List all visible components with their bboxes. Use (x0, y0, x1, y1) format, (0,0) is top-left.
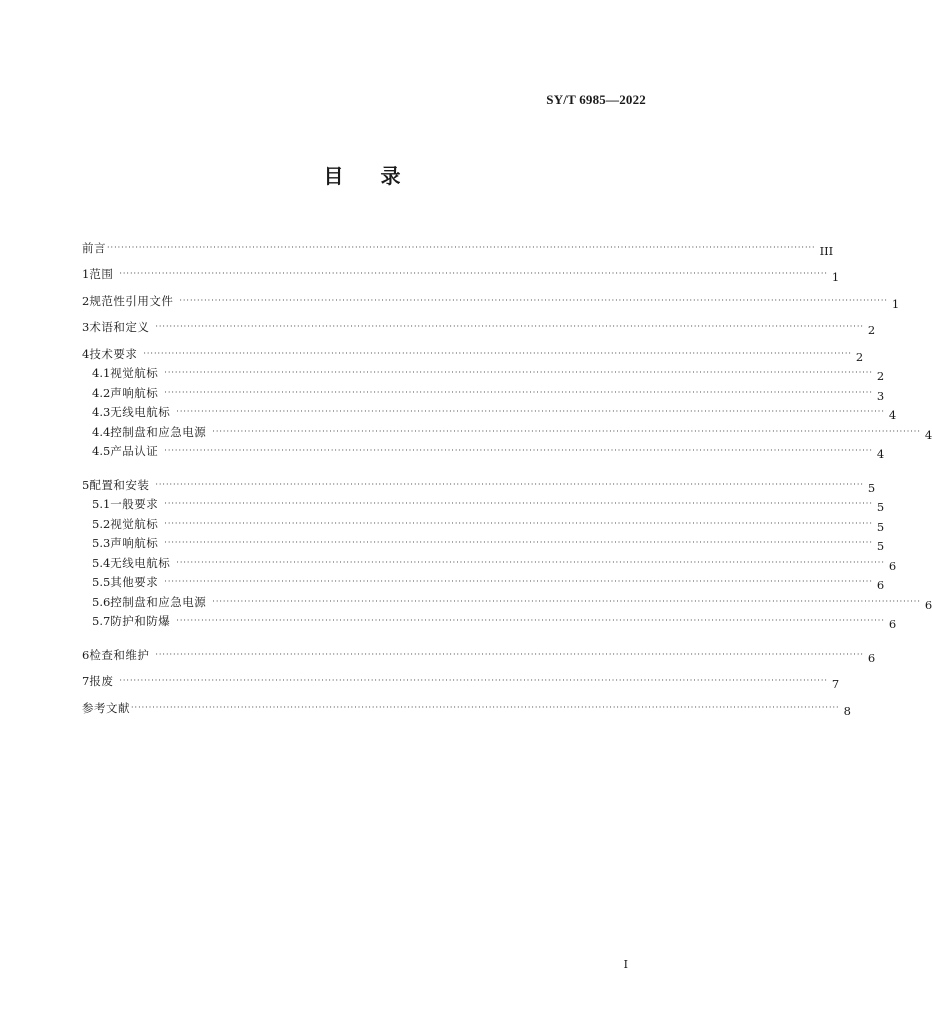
toc-entry[interactable] (82, 589, 932, 612)
toc-entry[interactable] (82, 281, 900, 311)
toc-entry-page: 4 (888, 408, 897, 422)
toc-entry-label: 控制盘和应急电源 (110, 594, 207, 609)
toc-entry-number: 4.5 (92, 444, 111, 458)
toc-entry[interactable] (82, 380, 885, 403)
dot-leader: ········································································································································································································ (164, 518, 873, 528)
toc-entry-label: 范围 (89, 267, 114, 281)
toc-entry-page: 3 (876, 388, 885, 403)
toc-entry-page: 6 (876, 578, 885, 592)
toc-entry-label: 一般要求 (110, 497, 159, 511)
toc-entry-page: III (819, 243, 834, 258)
toc-entry[interactable] (82, 570, 885, 592)
toc-entry-number: 5.5 (92, 575, 111, 589)
toc-entry-label: 检查和维护 (89, 647, 150, 662)
toc-entry[interactable] (82, 511, 885, 534)
toc-entry[interactable] (82, 400, 897, 422)
toc-entry-number: 4.1 (92, 366, 111, 380)
toc-entry-page: 4 (924, 427, 932, 442)
toc-entry-label: 报废 (89, 674, 114, 688)
toc-entry-page: 6 (867, 650, 876, 665)
toc-entry-page: 1 (891, 296, 900, 311)
dot-leader: ········································································································································································································ (119, 676, 828, 685)
toc-entry[interactable] (82, 550, 897, 573)
dot-leader: ········································································································································································································ (164, 387, 873, 397)
toc-entry-number: 5.2 (92, 516, 111, 531)
toc-entry-number: 3 (82, 320, 90, 334)
dot-leader: ········································································································································································································ (155, 649, 864, 659)
toc-entry-page: 5 (867, 480, 876, 495)
toc-entry-page: 2 (867, 323, 876, 337)
toc-entry-label: 声响航标 (110, 536, 159, 550)
dot-leader: ········································································································································································································ (143, 348, 852, 358)
toc-entry[interactable] (82, 361, 885, 383)
toc-entry-label: 产品认证 (110, 444, 159, 458)
toc-entry-page: 2 (876, 369, 885, 383)
toc-entry-label: 无线电航标 (110, 555, 171, 570)
toc-entry-label: 视觉航标 (110, 366, 159, 380)
toc-entry-label: 防护和防爆 (110, 614, 171, 628)
toc-entry-page: 8 (843, 703, 851, 718)
toc-title: 目 录 (323, 164, 401, 188)
toc-entry[interactable] (82, 419, 932, 442)
dot-leader: ········································································································································································································ (164, 538, 873, 547)
dot-leader: ········································································································································································································ (212, 426, 921, 436)
toc-entry-page: 5 (876, 500, 885, 514)
dot-leader: ········································································································································································································ (176, 407, 885, 416)
dot-leader: ········································································································································································································ (176, 557, 885, 567)
toc-entry-number: 4.4 (92, 424, 111, 439)
toc-entry-page: 5 (876, 539, 885, 553)
toc-entry-number: 7 (82, 674, 90, 688)
toc-entry-label: 配置和安装 (89, 477, 150, 492)
dot-leader: ········································································································································································································ (179, 295, 888, 305)
dot-leader: ········································································································································································································ (164, 577, 873, 586)
toc-entry-number: 4 (82, 346, 90, 361)
toc-entry-label: 前言 (82, 240, 106, 255)
toc-entry-number: 4.2 (92, 385, 111, 400)
toc-entry[interactable] (82, 465, 876, 495)
toc-entry[interactable] (82, 308, 876, 337)
standard-code: SY/T 6985—2022 (546, 92, 646, 107)
toc-entry-number: 5.7 (92, 614, 111, 628)
toc-entry-number: 6 (82, 647, 90, 662)
toc-entry-label: 控制盘和应急电源 (110, 424, 207, 439)
toc-entry-label: 规范性引用文件 (89, 293, 174, 308)
toc-entry-page: 7 (831, 677, 840, 691)
dot-leader: ········································································································································································································ (164, 368, 873, 377)
page-number: I (623, 958, 628, 971)
dot-leader: ········································································································································································································ (212, 596, 921, 606)
toc-entry[interactable] (82, 688, 851, 718)
toc-entry[interactable] (82, 334, 864, 364)
toc-entry-page: 1 (831, 270, 840, 284)
toc-entry[interactable] (82, 662, 840, 691)
toc-entry-label: 视觉航标 (110, 516, 159, 531)
toc-entry-label: 参考文献 (82, 700, 130, 715)
toc-entry[interactable] (82, 609, 897, 631)
toc-entry-page: 6 (888, 558, 897, 573)
toc-entry[interactable] (82, 439, 885, 461)
toc-entry-page: 2 (855, 349, 864, 364)
dot-leader: ········································································································································································································ (131, 702, 840, 712)
dot-leader: ········································································································································································································ (155, 479, 864, 489)
toc-entry[interactable] (82, 228, 834, 258)
toc-entry-number: 5.4 (92, 555, 111, 570)
dot-leader: ········································································································································································································ (164, 499, 873, 508)
dot-leader: ········································································································································································································ (176, 616, 885, 625)
toc-entry-label: 术语和定义 (89, 320, 150, 334)
toc-entry-number: 2 (82, 293, 90, 308)
toc-entry-page: 6 (924, 597, 932, 612)
toc-entry-page: 5 (876, 519, 885, 534)
toc-entry-number: 1 (82, 267, 90, 281)
toc-entry[interactable] (82, 531, 885, 553)
toc-entry-page: 6 (888, 617, 897, 631)
dot-leader: ········································································································································································································ (155, 322, 864, 331)
table-of-contents (82, 228, 932, 718)
toc-entry-number: 5 (82, 477, 90, 492)
toc-entry-page: 4 (876, 447, 885, 461)
dot-leader: ········································································································································································································ (119, 269, 828, 278)
toc-entry[interactable] (82, 635, 876, 665)
toc-entry-number: 5.3 (92, 536, 111, 550)
toc-entry-label: 无线电航标 (110, 405, 171, 419)
toc-entry-number: 4.3 (92, 405, 111, 419)
toc-entry-number: 5.1 (92, 497, 111, 511)
dot-leader: ········································································································································································································ (164, 446, 873, 455)
dot-leader: ········································································································································································································ (107, 242, 816, 252)
toc-entry[interactable] (82, 492, 885, 514)
toc-entry-label: 其他要求 (110, 575, 159, 589)
toc-entry-number: 5.6 (92, 594, 111, 609)
toc-entry[interactable] (82, 255, 840, 284)
toc-entry-label: 技术要求 (89, 346, 138, 361)
toc-entry-label: 声响航标 (110, 385, 159, 400)
